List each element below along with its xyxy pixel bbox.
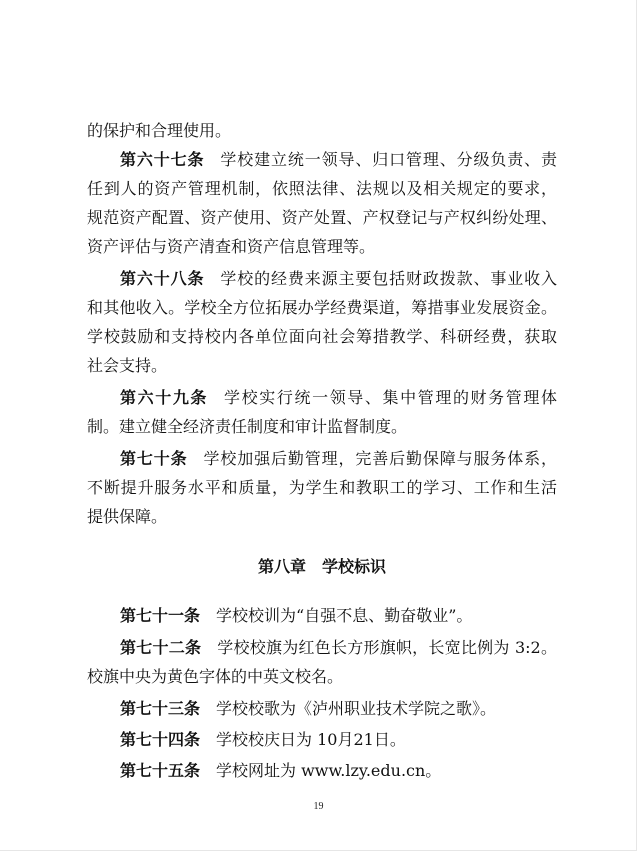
text-line: 不断提升服务水平和质量，为学生和教职工的学习、工作和生活	[87, 478, 557, 497]
article-74: 第七十四条 学校校庆日为 10月21日。	[120, 730, 406, 749]
chapter-title: 学校标识	[322, 557, 387, 576]
article-71: 第七十一条 学校校训为“自强不息、勤奋敬业”。	[120, 606, 473, 625]
article-title: 第七十一条	[120, 606, 201, 625]
text-line: 社会支持。	[87, 356, 168, 375]
article-70: 第七十条 学校加强后勤管理，完善后勤保障与服务体系，	[120, 449, 557, 468]
chapter-number: 第八章	[257, 557, 306, 576]
article-title: 第六十八条	[120, 269, 205, 288]
article-title: 第七十二条	[120, 638, 202, 657]
text-line: 提供保障。	[87, 507, 168, 526]
article-title: 第六十七条	[120, 150, 205, 169]
article-72: 第七十二条 学校校旗为红色长方形旗帜，长宽比例为 3:2。	[120, 638, 557, 657]
article-75	[120, 757, 557, 785]
text-line: 任到人的资产管理机制，依照法律、法规以及相关规定的要求，	[87, 179, 557, 198]
website-url: 学校网址为 www.lzy.edu.cn。	[216, 761, 442, 780]
article-69: 第六十九条 学校实行统一领导、集中管理的财务管理体	[120, 388, 557, 407]
article-title: 第七十条	[120, 449, 188, 468]
text-line: 制。建立健全经济责任制度和审计监督制度。	[87, 417, 408, 436]
text-line: 学校鼓励和支持校内各单位面向社会筹措教学、科研经费，获取	[87, 327, 557, 346]
text-line: 规范资产配置、资产使用、资产处置、产权登记与产权纠纷处理、	[87, 208, 557, 227]
article-title: 第六十九条	[120, 388, 209, 407]
article-title: 第七十五条	[120, 761, 201, 780]
article-title: 第七十四条	[120, 730, 201, 749]
text-line: 校旗中央为黄色字体的中英文校名。	[87, 667, 344, 686]
article-67: 第六十七条 学校建立统一领导、归口管理、分级负责、责	[120, 150, 557, 169]
text-line: 和其他收入。学校全方位拓展办学经费渠道，筹措事业发展资金。	[87, 298, 557, 317]
article-68: 第六十八条 学校的经费来源主要包括财政拨款、事业收入	[120, 269, 557, 288]
text-line: 资产评估与资产清查和资产信息管理等。	[87, 237, 376, 256]
article-title: 第七十三条	[120, 699, 201, 718]
text-line: 的保护和合理使用。	[87, 121, 232, 140]
page-number: 19	[313, 801, 324, 812]
article-73: 第七十三条 学校校歌为《泸州职业技术学院之歌》。	[120, 699, 497, 718]
chapter-heading	[87, 553, 557, 581]
